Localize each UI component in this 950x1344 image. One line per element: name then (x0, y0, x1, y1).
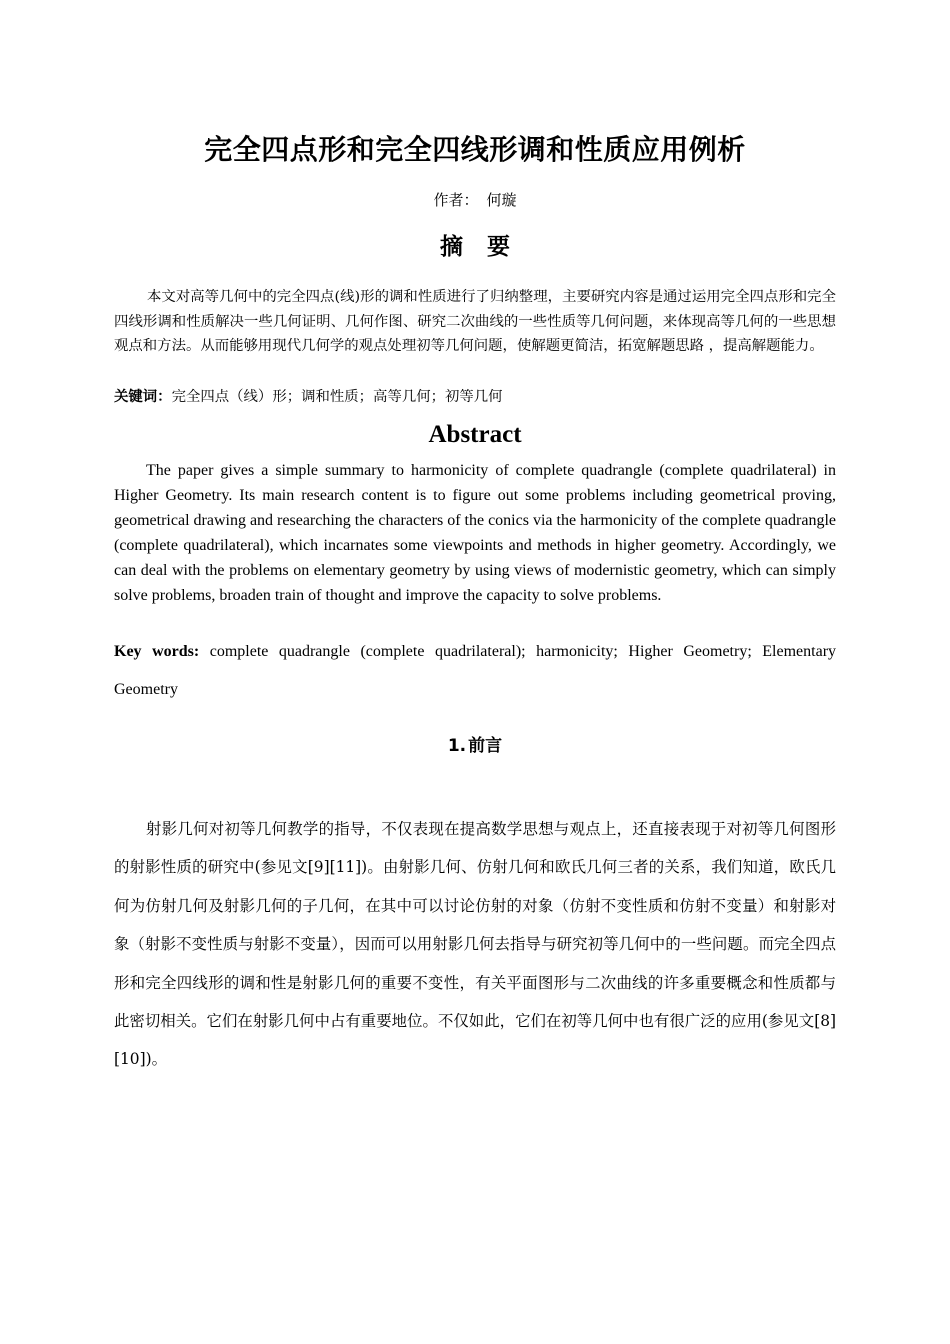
keywords-label-en: Key words: (114, 643, 200, 660)
keywords-en (114, 633, 836, 708)
section-number: 1. (447, 736, 467, 756)
keywords-cn (114, 385, 836, 409)
introduction-paragraph: 射影几何对初等几何教学的指导，不仅表现在提高数学思想与观点上，还直接表现于对初等几何图形的射影性质的研究中(参见文[9][11])。由射影几何、仿射几何和欧氏几何三者的关系，我们知道，欧氏几何为仿射几何及射影几何的子几何，在其中可以讨论仿射的对象（仿射不变性质和仿射不变量）和射影对象（射影不变性质与射影不变量），因而可以用射影几何去指导与研究初等几何中的一些问题。而完全四点形和完全四线形的调和性是射影几何的重要不变性，有关平面图形与二次曲线的许多重要概念和性质都与此密切相关。它们在射影几何中占有重要地位。不仅如此，它们在初等几何中也有很广泛的应用(参见文[8][10])。 (114, 820, 836, 1069)
keywords-label-cn: 关键词： (114, 389, 172, 405)
author-line (114, 189, 836, 211)
abstract-text-en: The paper gives a simple summary to harmonicity of complete quadrangle (complete quadrilateral) in Higher Geometry. Its main research content is to figure out some problems including geometrical proving, geometrical drawing and researching the characters of the conics via the harmonicity of the complete quadrangle (complete quadrilateral), which incarnates some viewpoints and methods in higher geometry. Accordingly, we can deal with the problems on elementary geometry by using views of modernistic geometry, which can simply solve problems, broaden train of thought and improve the capacity to solve problems. (114, 462, 836, 604)
keywords-list-cn: 完全四点（线）形；调和性质；高等几何；初等几何 (171, 389, 503, 405)
section-title: 前言 (468, 736, 503, 756)
abstract-heading-cn: 摘要 (440, 234, 534, 260)
author-name: 何璇 (486, 191, 517, 209)
abstract-text-cn: 本文对高等几何中的完全四点(线)形的调和性质进行了归纳整理，主要研究内容是通过运用完全四点形和完全四线形调和性质解决一些几何证明、几何作图、研究二次曲线的一些性质等几何问题，来体现高等几何的一些思想观点和方法。从而能够用现代几何学的观点处理初等几何问题，使解题更简洁，拓宽解题思路 ，提高解题能力。 (114, 289, 836, 355)
paper-title: 完全四点形和完全四线形调和性质应用例析 (204, 133, 746, 166)
keywords-list-en: complete quadrangle (complete quadrilateral); harmonicity; Higher Geometry; Elementary Geometry (114, 643, 837, 698)
author-label: 作者： (433, 191, 479, 209)
abstract-heading-en: Abstract (428, 421, 522, 448)
section-heading-introduction (114, 733, 836, 759)
